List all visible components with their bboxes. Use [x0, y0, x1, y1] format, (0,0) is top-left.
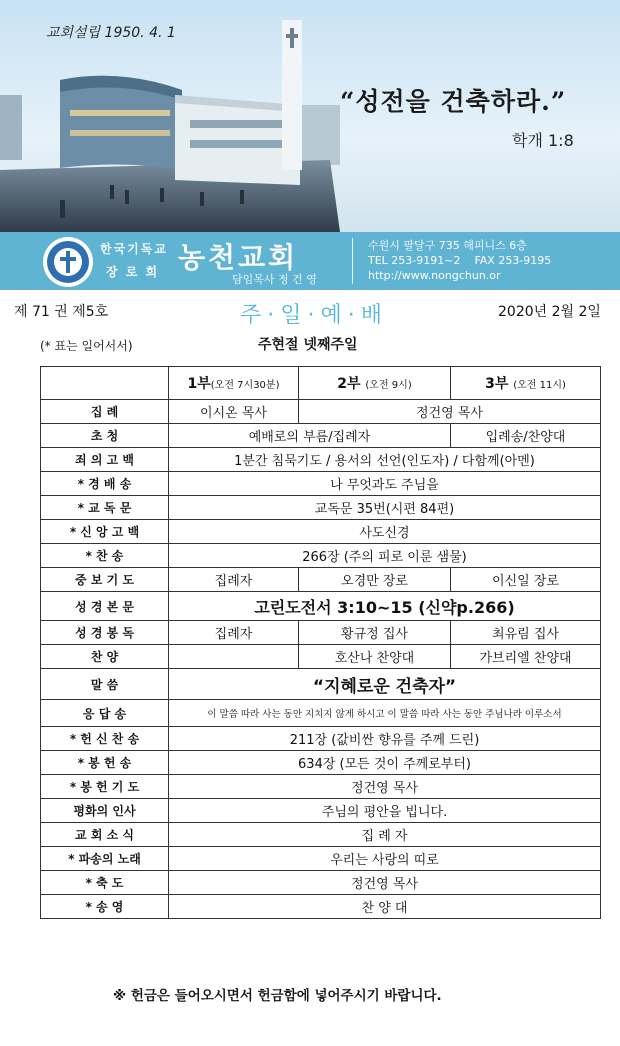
motto-verse: 학개 1:8: [512, 131, 574, 150]
row-label: 교 회 소 식: [41, 823, 169, 847]
service-1-header: 1부(오전 7시30분): [169, 367, 299, 400]
cell-service-1: 집례자: [169, 568, 299, 592]
service-header-row: [41, 367, 601, 400]
cell-all: 주님의 평안을 빕니다.: [169, 799, 601, 823]
order-of-worship-table: [40, 366, 601, 919]
cell-service-2: 황규정 집사: [299, 621, 451, 645]
cell-all: 교독문 35번(시편 84편): [169, 496, 601, 520]
cell-all: 나 무엇과도 주님을: [169, 472, 601, 496]
cell-service-1: 집례자: [169, 621, 299, 645]
cell-service-2-3: 정건영 목사: [299, 400, 601, 424]
row-label: * 교 독 문: [41, 496, 169, 520]
table-row: [41, 472, 601, 496]
table-row: [41, 496, 601, 520]
cell-service-3: 입례송/찬양대: [451, 424, 601, 448]
row-label: 성 경 본 문: [41, 592, 169, 621]
bulletin-date: 2020년 2월 2일: [498, 304, 601, 320]
cell-all: 고린도전서 3:10~15 (신약p.266): [169, 592, 601, 621]
cell-all: 266장 (주의 피로 이룬 샘물): [169, 544, 601, 568]
cell-all: 정건영 목사: [169, 775, 601, 799]
table-row: [41, 448, 601, 472]
cell-all: 211장 (값비싼 향유를 주께 드린): [169, 727, 601, 751]
table-row: [41, 775, 601, 799]
table-row: [41, 799, 601, 823]
church-name: 농천교회: [178, 241, 299, 274]
table-row: [41, 400, 601, 424]
table-row: [41, 520, 601, 544]
row-label: * 헌 신 찬 송: [41, 727, 169, 751]
row-label: * 봉 헌 기 도: [41, 775, 169, 799]
table-row: [41, 669, 601, 700]
row-label: * 송 영: [41, 895, 169, 919]
address: 수원시 팔달구 735 해피니스 6층: [368, 239, 527, 252]
motto: “성전을 건축하라.”: [340, 87, 567, 116]
row-label: 집 례: [41, 400, 169, 424]
cell-all: 이 말씀 따라 사는 동안 지치지 않게 하시고 이 말씀 따라 사는 동안 주님나라 이루소서: [169, 700, 601, 727]
table-row: [41, 751, 601, 775]
header-blank: [41, 367, 169, 400]
cell-service-3: 최유림 집사: [451, 621, 601, 645]
cell-service-1: 이시온 목사: [169, 400, 299, 424]
cell-all: 우리는 사랑의 띠로: [169, 847, 601, 871]
table-row: [41, 424, 601, 448]
row-label: 초 청: [41, 424, 169, 448]
row-label: 중 보 기 도: [41, 568, 169, 592]
cell-all: 찬 양 대: [169, 895, 601, 919]
row-label: * 경 배 송: [41, 472, 169, 496]
cell-service-3: 가브리엘 찬양대: [451, 645, 601, 669]
table-row: [41, 700, 601, 727]
table-row: [41, 568, 601, 592]
row-label: 성 경 봉 독: [41, 621, 169, 645]
row-label: * 파송의 노래: [41, 847, 169, 871]
phone: TEL 253-9191~2: [368, 254, 461, 267]
row-label: * 봉 헌 송: [41, 751, 169, 775]
row-label: * 신 앙 고 백: [41, 520, 169, 544]
row-label: 응 답 송: [41, 700, 169, 727]
table-row: [41, 823, 601, 847]
row-label: * 축 도: [41, 871, 169, 895]
row-label: * 찬 송: [41, 544, 169, 568]
table-row: [41, 621, 601, 645]
senior-pastor: 담임목사 정 건 영: [232, 273, 317, 286]
table-row: [41, 727, 601, 751]
cell-all: 1분간 침묵기도 / 용서의 선언(인도자) / 다함께(아멘): [169, 448, 601, 472]
row-label: 평화의 인사: [41, 799, 169, 823]
table-row: [41, 895, 601, 919]
cell-service-2: 호산나 찬양대: [299, 645, 451, 669]
service-3-header: 3부 (오전 11시): [451, 367, 601, 400]
table-row: [41, 871, 601, 895]
stand-note: (* 표는 일어서서): [40, 339, 133, 353]
issue-number: 제 71 권 제5호: [14, 304, 109, 320]
denomination-top: 한국기독교: [100, 242, 168, 256]
website-link[interactable]: http://www.nongchun.or: [368, 269, 501, 282]
cell-service-3: 이신일 장로: [451, 568, 601, 592]
banner-divider: [352, 238, 353, 284]
cell-all: 집 례 자: [169, 823, 601, 847]
table-row: [41, 544, 601, 568]
cell-service-1-2: 예배로의 부름/집례자: [169, 424, 451, 448]
table-row: [41, 645, 601, 669]
fax: FAX 253-9195: [474, 254, 552, 267]
service-2-header: 2부 (오전 9시): [299, 367, 451, 400]
established-date: 교회설립 1950. 4. 1: [46, 25, 176, 41]
sermon-title: “지혜로운 건축자”: [169, 669, 601, 700]
row-label: 죄 의 고 백: [41, 448, 169, 472]
service-title: 주·일·예·배: [240, 303, 388, 328]
cell-service-2: 오경만 장로: [299, 568, 451, 592]
denomination-bottom: 장 로 회: [106, 265, 160, 279]
row-label: 말 씀: [41, 669, 169, 700]
cell-all: 634장 (모든 것이 주께로부터): [169, 751, 601, 775]
church-photo-banner: [0, 0, 620, 232]
offering-notice: ※ 헌금은 들어오시면서 헌금함에 넣어주시기 바랍니다.: [113, 988, 442, 1004]
table-row: [41, 592, 601, 621]
cell-all: 정건영 목사: [169, 871, 601, 895]
phone-fax: [368, 253, 551, 268]
contact-info: [368, 238, 551, 283]
row-label: 찬 양: [41, 645, 169, 669]
cell-all: 사도신경: [169, 520, 601, 544]
table-row: [41, 847, 601, 871]
cell-service-1: [169, 645, 299, 669]
liturgical-sunday: 주현절 넷째주일: [258, 337, 358, 353]
denomination: [100, 240, 168, 280]
church-logo-icon: [42, 236, 94, 288]
